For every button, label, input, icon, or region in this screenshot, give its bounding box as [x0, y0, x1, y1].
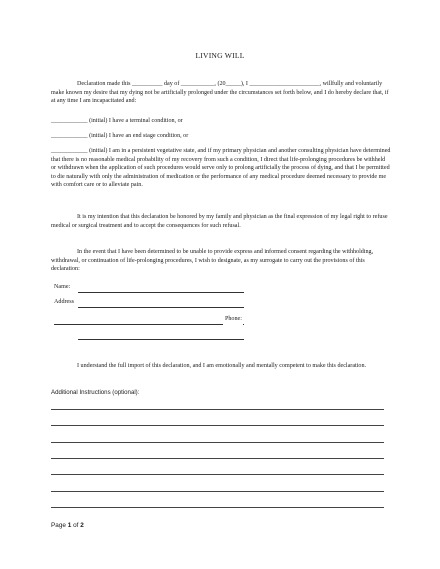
address-field-label: Address	[54, 299, 74, 305]
name-field-label: Name:	[54, 284, 71, 290]
declaration-paragraph: Declaration made this __________ day of ___________, (20_____), I _______________________, willfully and voluntarily make known my desire that my dying not be artificially prolonged under the circumstances set forth below, and I do hereby declare that, if at any time I am incapacitated and:	[51, 81, 389, 104]
page-title: LIVING WILL	[195, 51, 245, 60]
name-field-line[interactable]	[78, 292, 244, 293]
phone-field-label: Phone:	[225, 316, 242, 322]
address-field-line[interactable]	[78, 307, 244, 308]
page-total: 2	[80, 522, 84, 529]
additional-instructions-line[interactable]	[51, 425, 384, 426]
page-word: Page	[51, 522, 66, 529]
surrogate-extra-line[interactable]	[78, 339, 244, 340]
address-second-line[interactable]	[54, 324, 223, 325]
condition-vegetative: ____________ (initial) I am in a persistent vegetative state, and if my primary physician and another consulting physician have determined that there is no reasonable medical probability of my recovery from such a condition, I direct that life-prolonging procedures be withheld or withdrawn when the application of such procedures would serve only to prolong artificially the process of dying, and that I be permitted to die naturally with only the administration of medication or the performance of any medical procedure deemed necessary to provide me with comfort care or to alleviate pain.	[51, 148, 391, 188]
page-current: 1	[67, 522, 72, 529]
condition-terminal: ____________ (initial) I have a terminal condition, or	[51, 118, 183, 124]
surrogate-paragraph: In the event that I have been determined to be unable to provide express and informed consent regarding the withholding, withdrawal, or continuation of life-prolonging procedures, I wish to designate, as my surrogate to carry out the provisions of this declaration:	[51, 249, 374, 272]
additional-instructions-line[interactable]	[51, 507, 384, 508]
additional-instructions-line[interactable]	[51, 442, 384, 443]
understand-paragraph: I understand the full import of this declaration, and I am emotionally and mentally competent to make this declaration.	[77, 363, 367, 369]
additional-instructions-line[interactable]	[51, 458, 384, 459]
page-footer	[51, 522, 84, 529]
additional-instructions-label: Additional Instructions (optional):	[51, 389, 140, 396]
additional-instructions-line[interactable]	[51, 474, 384, 475]
phone-field-line[interactable]	[243, 324, 244, 325]
of-word: of	[73, 522, 79, 529]
additional-instructions-line[interactable]	[51, 409, 384, 410]
condition-end-stage: ____________ (initial) I have an end stage condition, or	[51, 133, 189, 139]
additional-instructions-line[interactable]	[51, 491, 384, 492]
intention-paragraph: It is my intention that this declaration be honored by my family and physician as the final expression of my legal right to refuse medical or surgical treatment and to accept the consequences for such refusal.	[51, 214, 388, 229]
